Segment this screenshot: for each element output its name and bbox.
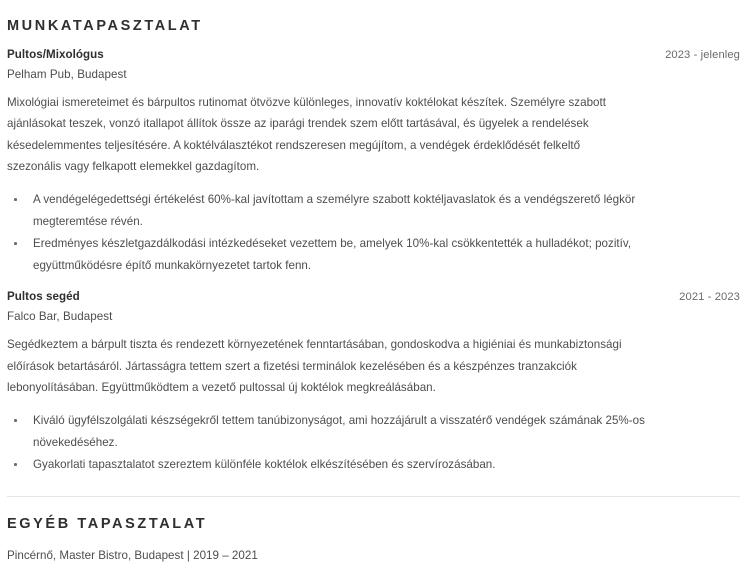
job-title: Pultos segéd [7,290,80,304]
bullet-dot-icon [14,198,17,201]
job-description: Segédkeztem a bárpult tiszta és rendezett környezetének fenntartásában, gondoskodva a higiéniai és munkabiztonsági előírások betartásáról. Jártasságra tettem szert a fizetési terminálok kezelésében és a készpénzes tranzakciók lebonyolításában. Együttműködtem a vezető pultossal új koktélok megkreálásában. [7,338,622,395]
list-item-text: Eredményes készletgazdálkodási intézkedéseket vezettem be, amelyek 10%-kal csökkentették a hulladékot; pozitív, együttműködésre építő munkakörnyezetet tartok fenn. [33,237,632,272]
experience-entry-header [7,47,740,63]
job-description: Mixológiai ismereteimet és bárpultos rutinomat ötvözve különleges, innovatív koktélokat készítek. Személyre szabott ajánlásokat teszek, vonzó itallapot állítok össze az iparági trendek szem előtt tartásával, és ügyelek a rendelések késedelemmentes teljesítésére. A koktélválasztékot rendszeresen megújítom, a vendégek érdeklődését felkeltő szezonális vagy felkapott elemekkel gazdagítom. [7,95,607,174]
list-item [7,454,647,476]
job-achievements-list [7,410,647,476]
job-dates: 2021 - 2023 [679,291,740,304]
job-organization: Falco Bar, Budapest [7,310,113,324]
list-item-text: Gyakorlati tapasztalatot szereztem különféle koktélok elkészítésében és szervírozásában. [33,458,496,472]
job-title: Pultos/Mixológus [7,47,104,61]
other-experience-section [7,517,740,564]
list-item [7,410,647,453]
list-item [7,233,647,276]
experience-entry [7,289,740,476]
bullet-dot-icon [14,242,17,245]
job-achievements-list [7,189,647,276]
job-dates: 2023 - jelenleg [665,48,740,61]
bullet-dot-icon [14,463,17,466]
work-experience-heading: MUNKATAPASZTALAT [7,18,203,35]
section-divider [7,496,740,497]
resume-page [0,12,747,563]
experience-entry-header [7,289,740,305]
other-experience-item: Pincérnő, Master Bistro, Budapest | 2019 – 2021 [7,549,258,563]
list-item [7,189,647,232]
work-experience-section [7,12,740,476]
list-item-text: A vendégelégedettségi értékelést 60%-kal javítottam a személyre szabott koktéljavaslatok és a vendégszerető légkör megteremtése révén. [33,193,636,228]
other-experience-heading: EGYÉB TAPASZTALAT [7,515,208,532]
experience-entry [7,47,740,277]
job-organization: Pelham Pub, Budapest [7,67,127,81]
bullet-dot-icon [14,419,17,422]
list-item-text: Kiváló ügyfélszolgálati készségekről tettem tanúbizonyságot, ami hozzájárult a visszatérő vendégek számának 25%-os növekedéséhez. [33,414,645,449]
